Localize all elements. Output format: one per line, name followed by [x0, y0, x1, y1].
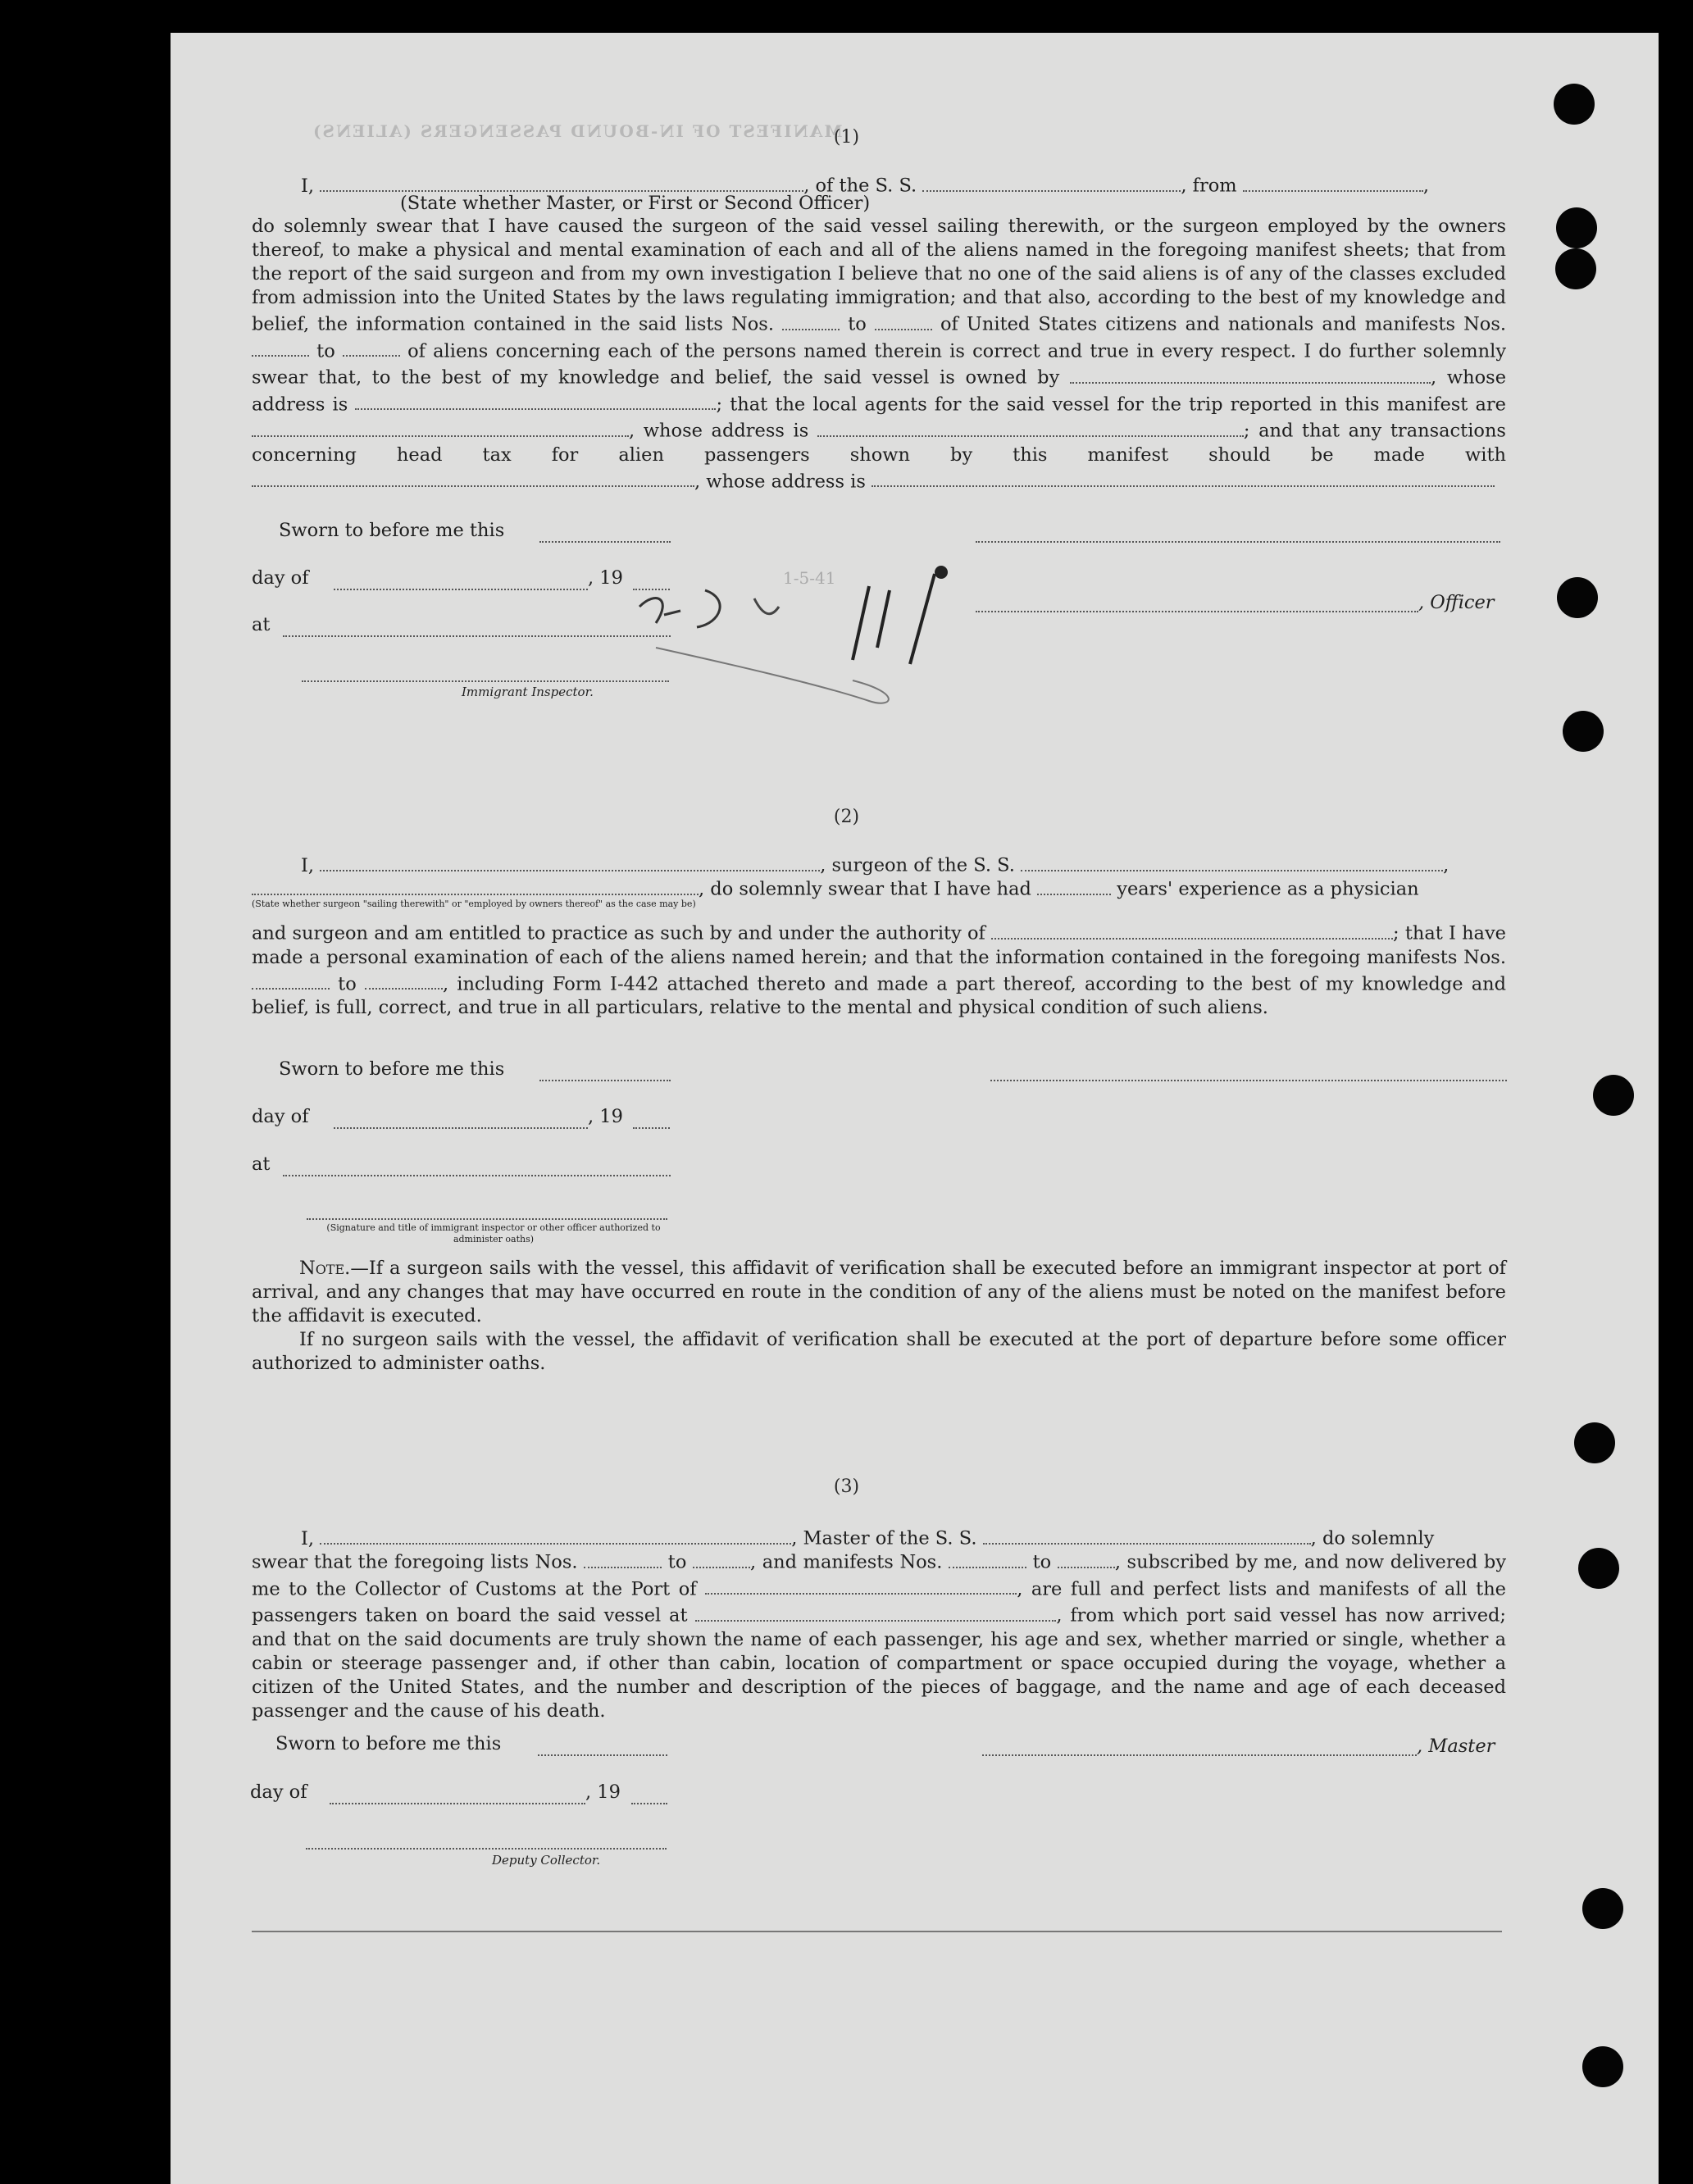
bleed-through-heading: MANIFEST OF IN-BOUND PASSENGERS (ALIENS) — [312, 121, 843, 141]
agents-address-field[interactable] — [817, 416, 1244, 437]
section-1-day-field[interactable] — [334, 574, 588, 590]
manifests-from-field[interactable] — [252, 337, 309, 357]
section-1-day-label: day of — [252, 567, 309, 589]
section-3-day-label: day of — [250, 1781, 307, 1803]
binder-hole-6 — [1593, 1075, 1634, 1116]
master-name-field-3[interactable] — [320, 1524, 791, 1545]
local-agents-field[interactable] — [252, 416, 629, 437]
binder-hole-2 — [1556, 207, 1597, 248]
binder-hole-1 — [1554, 84, 1595, 125]
section-2-at-label: at — [252, 1153, 271, 1175]
from-port-field[interactable] — [1243, 171, 1423, 192]
section-2-body: and surgeon and am entitled to practice as such by and under the authority of ; that I have made a personal examination of each of the aliens named herein; and that the information contained in the foregoing manifests Nos. to , including Form I-442 attached thereto and made a part thereof, according to the best of my knowledge and belief, is full, correct, and true in all particulars, relative to the mental and physical condition of such aliens. — [252, 919, 1506, 1020]
handwritten-signature — [607, 541, 1066, 721]
master-manifests-to-field[interactable] — [1058, 1548, 1115, 1568]
section-3-header-line: I, , Master of the S. S. , do solemnly — [252, 1524, 1506, 1551]
vessel-owner-field[interactable] — [1070, 363, 1431, 384]
surgeon-manifests-to-field[interactable] — [365, 970, 443, 990]
head-tax-contact-field[interactable] — [252, 467, 694, 488]
section-2-sworn-label: Sworn to before me this — [279, 1058, 505, 1080]
master-vessel-field[interactable] — [983, 1524, 1311, 1545]
section-3-number: (3) — [833, 1476, 860, 1497]
section-2-year-label: , 19 — [588, 1106, 623, 1127]
owner-address-field[interactable] — [355, 390, 716, 411]
section-2-number: (2) — [833, 807, 860, 827]
inspector-signature-line[interactable] — [307, 1203, 667, 1220]
surgeon-name-field[interactable] — [320, 851, 820, 871]
svg-text:1-5-41: 1-5-41 — [783, 568, 836, 588]
section-2-header-line: I, , surgeon of the S. S. , — [252, 851, 1506, 878]
inspector-signature-caption: (Signature and title of immigrant inspector or other officer authorized to administer oaths) — [326, 1222, 661, 1244]
head-tax-address-field[interactable] — [872, 467, 1495, 488]
section-1-caption: (State whether Master, or First or Second Officer) — [400, 193, 871, 214]
master-signature-line[interactable] — [982, 1740, 1417, 1756]
vessel-name-field[interactable] — [922, 171, 1181, 192]
section-2-note: Note.—If a surgeon sails with the vessel, this affidavit of verification shall be executed before an immigrant inspector at port of arrival, and any changes that may have occurred en route in the condition of any of the aliens must be noted on the manifest before the affidavit is executed. If no surgeon sails with the vessel, the affidavit of verification shall be executed at the port of departure before some officer authorized to administer oaths. — [252, 1258, 1506, 1374]
binder-hole-5 — [1563, 711, 1604, 752]
section-2-day-label: day of — [252, 1106, 309, 1127]
surgeon-signature-line[interactable] — [990, 1065, 1507, 1081]
master-name-field[interactable] — [320, 171, 803, 192]
section-1-header-line: I, , of the S. S. , from , — [252, 171, 1506, 198]
section-3-year-field[interactable] — [631, 1788, 667, 1804]
section-3-body: swear that the foregoing lists Nos. to , and manifests Nos. to , subscribed by me, and now delivered by me to the Collector of Customs at the Port of , are full and perfect lists and manifests of all the passengers taken on board the said vessel at , from which port said vessel has now arrived; and that on the said documents are truly shown the name of each passenger, his age and sex, whether married or single, whether a cabin or steerage passenger and, if other than cabin, location of compartment or space occupied during the voyage, whether a citizen of the United States, and the number and description of the pieces of baggage, and the name and age of each deceased passenger and the cause of his death. — [252, 1548, 1506, 1723]
binder-hole-9 — [1582, 1888, 1623, 1929]
section-1-sworn-date-field[interactable] — [539, 526, 671, 543]
section-3-sworn-label: Sworn to before me this — [275, 1733, 502, 1754]
master-lists-to-field[interactable] — [693, 1548, 750, 1568]
surgeon-manifests-from-field[interactable] — [252, 970, 330, 990]
master-title-label: , Master — [1417, 1736, 1495, 1757]
binder-hole-8 — [1578, 1548, 1619, 1589]
section-2-second-line: , do solemnly swear that I have had years' experience as a physician — [252, 875, 1506, 902]
master-manifests-from-field[interactable] — [949, 1548, 1026, 1568]
lists-from-field[interactable] — [782, 310, 840, 330]
section-1-sworn-label: Sworn to before me this — [279, 520, 505, 541]
manifests-to-field[interactable] — [343, 337, 400, 357]
section-2-day-field[interactable] — [334, 1112, 588, 1129]
years-experience-field[interactable] — [1037, 875, 1111, 895]
master-lists-from-field[interactable] — [584, 1548, 662, 1568]
section-2-at-field[interactable] — [283, 1160, 671, 1176]
deputy-collector-signature-line[interactable] — [306, 1833, 667, 1850]
section-3-sworn-date-field[interactable] — [538, 1740, 667, 1756]
port-of-arrival-field[interactable] — [705, 1575, 1017, 1595]
immigrant-inspector-label: Immigrant Inspector. — [462, 685, 594, 699]
deputy-collector-label: Deputy Collector. — [492, 1853, 601, 1868]
bottom-rule — [252, 1931, 1502, 1932]
section-2-caption: (State whether surgeon "sailing therewith" or "employed by owners thereof" as the case may be) — [252, 899, 696, 909]
binder-hole-4 — [1557, 577, 1598, 618]
section-1-at-label: at — [252, 614, 271, 635]
section-1-body: do solemnly swear that I have caused the surgeon of the said vessel sailing therewith, or the surgeon employed by the owners thereof, to make a physical and mental examination of each and all of the aliens named in the foregoing manifest sheets; that from the report of the said surgeon and from my own investigation I believe that no one of the said aliens is of any of the classes excluded from admission into the United States by the laws regulating immigration; and that also, according to the best of my knowledge and belief, the information contained in the said lists Nos. to of United States citizens and nationals and manifests Nos. to of aliens concerning each of the persons named therein is correct and true in every respect. I do further solemnly swear that, to the best of my knowledge and belief, the said vessel is owned by , whose address is ; that the local agents for the said vessel for the trip reported in this manifest are , whose address is ; and that any transactions concerning head tax for alien passengers shown by this manifest should be made with , whose address is — [252, 216, 1507, 492]
lists-to-field[interactable] — [875, 310, 932, 330]
section-2-year-field[interactable] — [633, 1112, 670, 1129]
port-of-embarkation-field[interactable] — [695, 1601, 1056, 1622]
surgeon-status-field[interactable] — [252, 875, 699, 895]
practice-authority-field[interactable] — [991, 919, 1393, 940]
section-3-year-label: , 19 — [585, 1781, 621, 1803]
binder-hole-7 — [1574, 1422, 1615, 1463]
binder-hole-3 — [1555, 248, 1596, 289]
section-2-sworn-date-field[interactable] — [539, 1065, 671, 1081]
section-3-day-field[interactable] — [330, 1788, 585, 1804]
section-1-year-label: , 19 — [588, 567, 623, 589]
binder-hole-10 — [1582, 2046, 1623, 2087]
officer-signature-line[interactable] — [976, 526, 1500, 543]
section-1-number: (1) — [833, 127, 860, 148]
surgeon-vessel-field[interactable] — [1021, 851, 1443, 871]
officer-title-label: , Officer — [1418, 592, 1495, 613]
